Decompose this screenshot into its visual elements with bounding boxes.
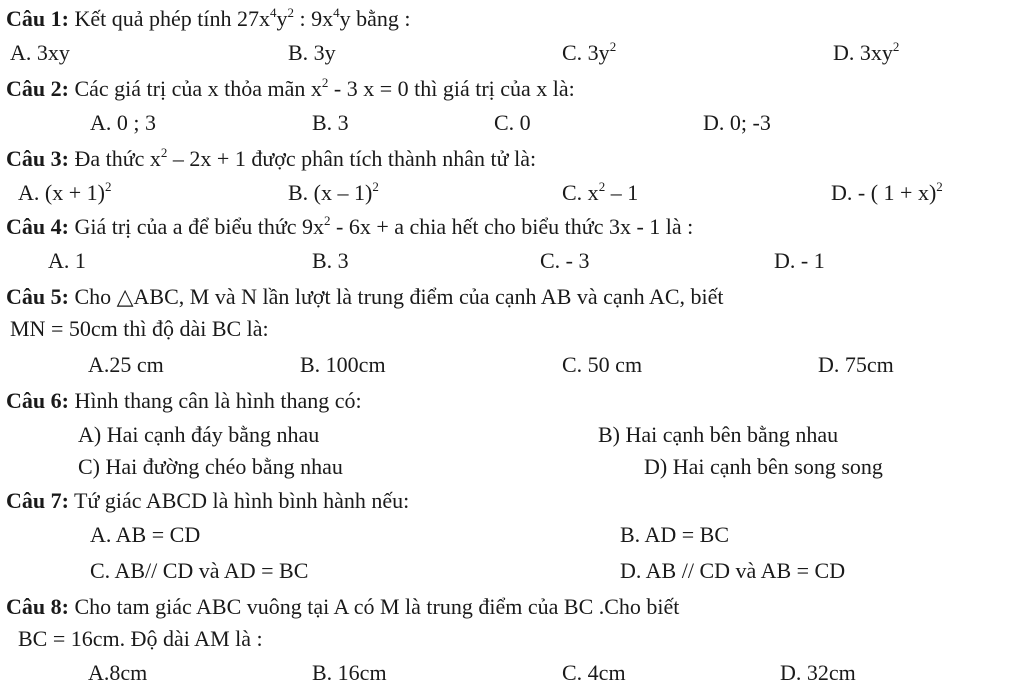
q5-option-c: C. 50 cm xyxy=(562,352,643,377)
q6-option-b: B) Hai cạnh bên bằng nhau xyxy=(598,422,839,447)
q7-option-c: C. AB// CD và AD = BC xyxy=(90,558,309,583)
question-1-label: Câu 1: xyxy=(6,6,69,31)
q2-option-a: A. 0 ; 3 xyxy=(90,110,156,135)
q8-option-b: B. 16cm xyxy=(312,660,387,685)
q1-option-b: B. 3y xyxy=(288,40,336,65)
q5-option-b: B. 100cm xyxy=(300,352,386,377)
question-7-label: Câu 7: xyxy=(6,488,69,513)
q6-option-d: D) Hai cạnh bên song song xyxy=(644,454,883,479)
question-3-label: Câu 3: xyxy=(6,146,69,171)
question-4-text: Câu 4: Giá trị của a để biểu thức $9x^2 - 6x + a$ chia hết cho biểu thức 3x - 1 là : xyxy=(6,213,694,239)
question-5-text: Câu 5: Cho △ABC, M và N lần lượt là trung điểm của cạnh AB và cạnh AC, biết xyxy=(6,284,724,309)
question-7-text: Câu 7: Tứ giác ABCD là hình bình hành nếu: xyxy=(6,488,410,513)
q7-option-b: B. AD = BC xyxy=(620,522,729,547)
q2-option-c: C. 0 xyxy=(494,110,531,135)
question-3-text: Câu 3: Đa thức $x^2 - 2x + 1$ được phân tích thành nhân tử là: xyxy=(6,145,537,171)
question-5-label: Câu 5: xyxy=(6,284,69,309)
q2-option-d: D. 0; -3 xyxy=(703,110,771,135)
question-1-text: Câu 1: Kết quả phép tính $27x^4y^2$ : $9x^4y$ bằng : xyxy=(6,5,411,31)
question-5-text-line2: MN = 50cm thì độ dài BC là: xyxy=(10,316,269,341)
q1-option-c: C. $3y^2$ xyxy=(562,39,617,65)
q3-option-a: A. $(x + 1)^2$ xyxy=(18,179,112,205)
q5-option-a: A.25 cm xyxy=(88,352,164,377)
question-8-text: Câu 8: Cho tam giác ABC vuông tại A có M là trung điểm của BC .Cho biết xyxy=(6,594,680,619)
q3-option-b: B. (x – 1)$^2$ xyxy=(288,179,379,205)
q3-option-c: C. $x^2 - 1$ xyxy=(562,179,639,205)
question-2-label: Câu 2: xyxy=(6,76,69,101)
question-8-text-line2: BC = 16cm. Độ dài AM là : xyxy=(18,626,263,651)
q7-option-d: D. AB // CD và AB = CD xyxy=(620,558,846,583)
question-4-label: Câu 4: xyxy=(6,214,69,239)
q8-option-a: A.8cm xyxy=(88,660,148,685)
question-8-label: Câu 8: xyxy=(6,594,69,619)
q1-option-d: D. $3xy^2$ xyxy=(833,39,900,65)
q3-option-d: D. - ( 1 + x)$^2$ xyxy=(831,179,943,205)
q8-option-c: C. 4cm xyxy=(562,660,626,685)
q4-option-c: C. - 3 xyxy=(540,248,590,273)
q4-option-b: B. 3 xyxy=(312,248,349,273)
question-6-text: Câu 6: Hình thang cân là hình thang có: xyxy=(6,388,362,413)
q4-option-d: D. - 1 xyxy=(774,248,825,273)
q6-option-c: C) Hai đường chéo bằng nhau xyxy=(78,454,343,479)
q2-option-b: B. 3 xyxy=(312,110,349,135)
q1-option-a: A. 3xy xyxy=(10,40,70,65)
q7-option-a: A. AB = CD xyxy=(90,522,201,547)
q8-option-d: D. 32cm xyxy=(780,660,856,685)
q5-option-d: D. 75cm xyxy=(818,352,894,377)
q4-option-a: A. 1 xyxy=(48,248,86,273)
question-2-text: Câu 2: Các giá trị của x thỏa mãn $x^2 - 3$ x = 0 thì giá trị của x là: xyxy=(6,75,575,101)
q6-option-a: A) Hai cạnh đáy bằng nhau xyxy=(78,422,320,447)
question-6-label: Câu 6: xyxy=(6,388,69,413)
